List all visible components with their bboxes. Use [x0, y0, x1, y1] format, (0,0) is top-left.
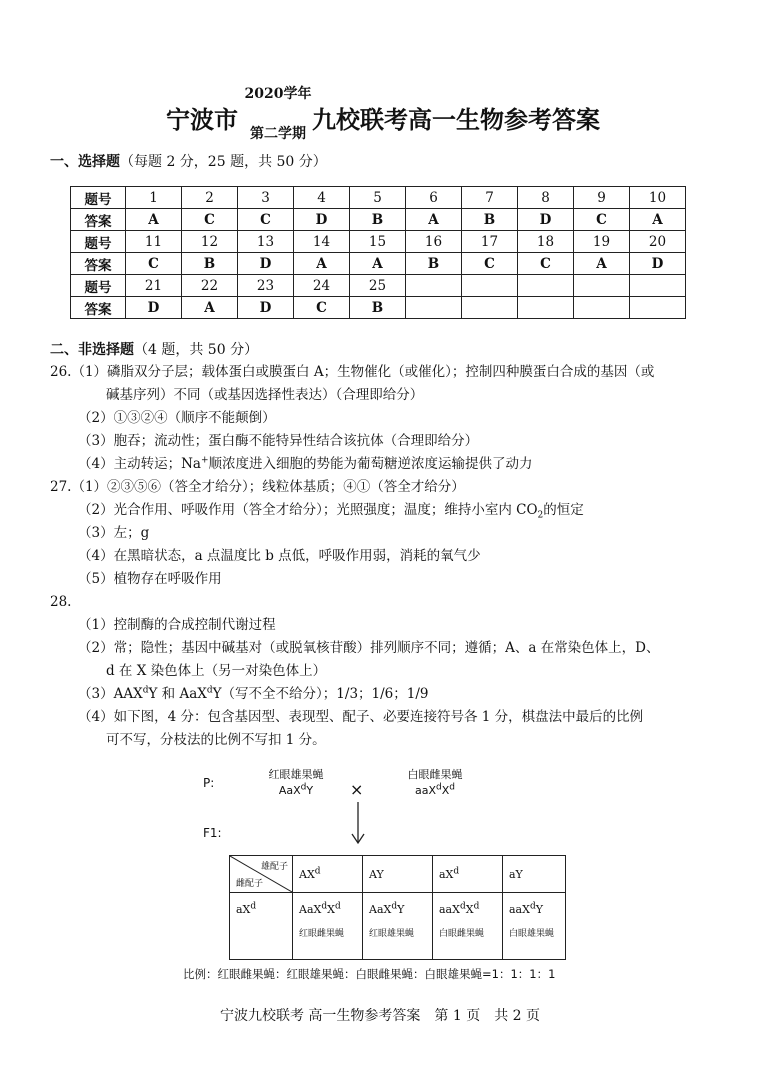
table-cell: 11: [126, 231, 182, 253]
f1-label: F1:: [203, 826, 222, 840]
q27-line2-sub: 2: [537, 510, 544, 521]
section1-label: 一、选择题: [50, 154, 120, 170]
table-cell: A: [574, 253, 630, 275]
table-cell: [574, 275, 630, 297]
section1-note: （每题 2 分，25 题，共 50 分）: [120, 154, 327, 170]
row-header: 答案: [71, 209, 126, 231]
answer-table-row: [71, 253, 686, 275]
table-cell: C: [238, 209, 294, 231]
table-cell: B: [406, 253, 462, 275]
table-cell: 24: [294, 275, 350, 297]
table-cell: 16: [406, 231, 462, 253]
female-genotype: $aaX^dX^d$: [414, 782, 455, 797]
table-cell: D: [238, 253, 294, 275]
answer-table-row: [71, 209, 686, 231]
table-cell: B: [350, 297, 406, 319]
table-cell: A: [630, 209, 686, 231]
q27-line5: （5）植物存在呼吸作用: [78, 571, 222, 587]
punnett-square: [229, 855, 566, 960]
title-term: 第二学期: [250, 126, 306, 142]
answer-table-row: [71, 297, 686, 319]
q27-line2b: 的恒定: [543, 502, 584, 518]
table-cell: C: [126, 253, 182, 275]
q27-line4: （4）在黑暗状态，a 点温度比 b 点低，呼吸作用弱，消耗的氧气少: [78, 548, 481, 564]
section2-heading: [50, 340, 258, 360]
table-cell: [462, 297, 518, 319]
q26-line1: 26.（1）磷脂双分子层；载体蛋白或膜蛋白 A；生物催化（或催化）；控制四种膜蛋白合成的基因（或: [50, 364, 655, 380]
offspring-4: aaX$^d$Y 白眼雄果蝇: [503, 893, 566, 960]
table-cell: 8: [518, 187, 574, 209]
table-cell: [462, 275, 518, 297]
section2-note: （4 题，共 50 分）: [134, 342, 259, 358]
table-cell: 25: [350, 275, 406, 297]
table-cell: 18: [518, 231, 574, 253]
table-cell: 23: [238, 275, 294, 297]
table-cell: [518, 297, 574, 319]
table-cell: C: [294, 297, 350, 319]
q28-line3a: （3）AAX: [78, 686, 143, 702]
q28-line4: （4）如下图，4 分：包含基因型、表现型、配子、必要连接符号各 1 分，棋盘法中最后的比例: [78, 709, 644, 725]
cross-symbol: ×: [350, 780, 364, 799]
female-phenotype: 白眼雌果蝇: [407, 768, 463, 781]
table-cell: 10: [630, 187, 686, 209]
table-cell: 7: [462, 187, 518, 209]
male-phenotype: 红眼雄果蝇: [268, 768, 324, 781]
table-cell: 21: [126, 275, 182, 297]
q28-line4b: 可不写，分枝法的比例不写扣 1 分。: [106, 732, 326, 748]
table-cell: [630, 275, 686, 297]
table-cell: [406, 297, 462, 319]
table-cell: [518, 275, 574, 297]
q27-line1: 27.（1）②③⑤⑥（答全才给分）；线粒体基质；④①（答全才给分）: [50, 479, 465, 495]
table-cell: 9: [574, 187, 630, 209]
table-cell: 12: [182, 231, 238, 253]
answer-table-row: [71, 275, 686, 297]
table-cell: 14: [294, 231, 350, 253]
female-gamete: $aX^d$: [230, 893, 293, 960]
parent-label: P:: [203, 776, 215, 790]
row-header: 答案: [71, 297, 126, 319]
table-cell: [406, 275, 462, 297]
male-gamete-1: $AX^d$: [293, 856, 363, 893]
table-cell: C: [518, 253, 574, 275]
q28-line3: [78, 684, 428, 704]
corner-male-label: 雄配子: [260, 862, 288, 872]
q27-line2: [78, 500, 584, 520]
table-cell: D: [126, 297, 182, 319]
q28-line2: （2）常；隐性；基因中碱基对（或脱氧核苷酸）排列顺序不同；遵循；A、a 在常染色体上，D、: [78, 640, 660, 656]
q28-line3-sup1: d: [142, 685, 149, 696]
offspring-1: $AaX^dX^d$ 红眼雌果蝇: [293, 893, 363, 960]
female-parent: [390, 766, 480, 797]
offspring-3: $aaX^dX^d$ 白眼雌果蝇: [433, 893, 503, 960]
q28-line3b: Y 和 AaX: [148, 686, 207, 702]
row-header: 题号: [71, 231, 126, 253]
title-term-block: [242, 84, 314, 144]
title-year: 2020学年: [244, 86, 312, 102]
table-cell: 19: [574, 231, 630, 253]
table-cell: 17: [462, 231, 518, 253]
row-header: 题号: [71, 275, 126, 297]
down-arrow-icon: [348, 800, 368, 846]
answer-table-row: [71, 231, 686, 253]
title-prefix: 宁波市: [166, 106, 238, 134]
table-cell: A: [126, 209, 182, 231]
male-gamete-4: aY: [503, 856, 566, 893]
q26-line1b: 碱基序列）不同（或基因选择性表达）（合理即给分）: [106, 387, 424, 403]
table-cell: 5: [350, 187, 406, 209]
q28-line2b: d 在 X 染色体上（另一对染色体上）: [106, 663, 327, 679]
table-cell: 13: [238, 231, 294, 253]
table-cell: [630, 297, 686, 319]
q28-line3c: Y（写不全不给分）；1/3；1/6；1/9: [212, 686, 429, 702]
table-cell: C: [462, 253, 518, 275]
table-cell: 15: [350, 231, 406, 253]
offspring-2: AaX$^d$Y 红眼雄果蝇: [363, 893, 433, 960]
row-header: 答案: [71, 253, 126, 275]
section2-label: 二、非选择题: [50, 342, 134, 358]
male-gamete-2: AY: [363, 856, 433, 893]
punnett-corner: [230, 856, 293, 893]
q26-line3: （3）胞吞；流动性；蛋白酶不能特异性结合该抗体（合理即给分）: [78, 433, 479, 449]
table-cell: 2: [182, 187, 238, 209]
q26-line4: [78, 454, 533, 474]
table-cell: A: [182, 297, 238, 319]
table-cell: 4: [294, 187, 350, 209]
male-parent: [256, 766, 336, 797]
table-cell: D: [294, 209, 350, 231]
table-cell: A: [350, 253, 406, 275]
row-header: 题号: [71, 187, 126, 209]
table-cell: B: [350, 209, 406, 231]
q27-line2a: （2）光合作用、呼吸作用（答全才给分）；光照强度；温度；维持小室内 CO: [78, 502, 538, 518]
page-footer: 宁波九校联考 高一生物参考答案 第 1 页 共 2 页: [219, 1008, 541, 1024]
q28-line1: （1）控制酶的合成控制代谢过程: [78, 617, 276, 633]
q26-line2: （2）①③②④（顺序不能颠倒）: [78, 410, 276, 426]
q27-line3: （3）左；g: [78, 525, 150, 541]
table-cell: D: [238, 297, 294, 319]
table-cell: A: [294, 253, 350, 275]
table-cell: 6: [406, 187, 462, 209]
table-cell: D: [518, 209, 574, 231]
answer-table-row: [71, 187, 686, 209]
table-cell: B: [462, 209, 518, 231]
table-cell: C: [574, 209, 630, 231]
male-genotype: AaX$^d$Y: [278, 782, 314, 797]
table-cell: 3: [238, 187, 294, 209]
table-cell: A: [406, 209, 462, 231]
answer-table: [70, 186, 686, 319]
table-cell: D: [630, 253, 686, 275]
table-cell: 20: [630, 231, 686, 253]
table-cell: 22: [182, 275, 238, 297]
q26-line4-sup: +: [200, 455, 209, 466]
table-cell: C: [182, 209, 238, 231]
ratio-line: 比例：红眼雌果蝇：红眼雄果蝇：白眼雌果蝇：白眼雄果蝇=1：1：1：1: [183, 967, 556, 981]
q28-line3-sup2: d: [206, 685, 213, 696]
table-cell: B: [182, 253, 238, 275]
corner-female-label: 雌配子: [236, 879, 264, 889]
title-suffix: 九校联考高一生物参考答案: [312, 106, 600, 134]
table-cell: 1: [126, 187, 182, 209]
table-cell: [574, 297, 630, 319]
q28-number: 28.: [50, 594, 72, 610]
male-gamete-3: $aX^d$: [433, 856, 503, 893]
section1-heading: [50, 152, 327, 172]
q26-line4b: 顺浓度进入细胞的势能为葡萄糖逆浓度运输提供了动力: [208, 456, 533, 472]
q26-line4a: （4）主动转运；Na: [78, 456, 201, 472]
